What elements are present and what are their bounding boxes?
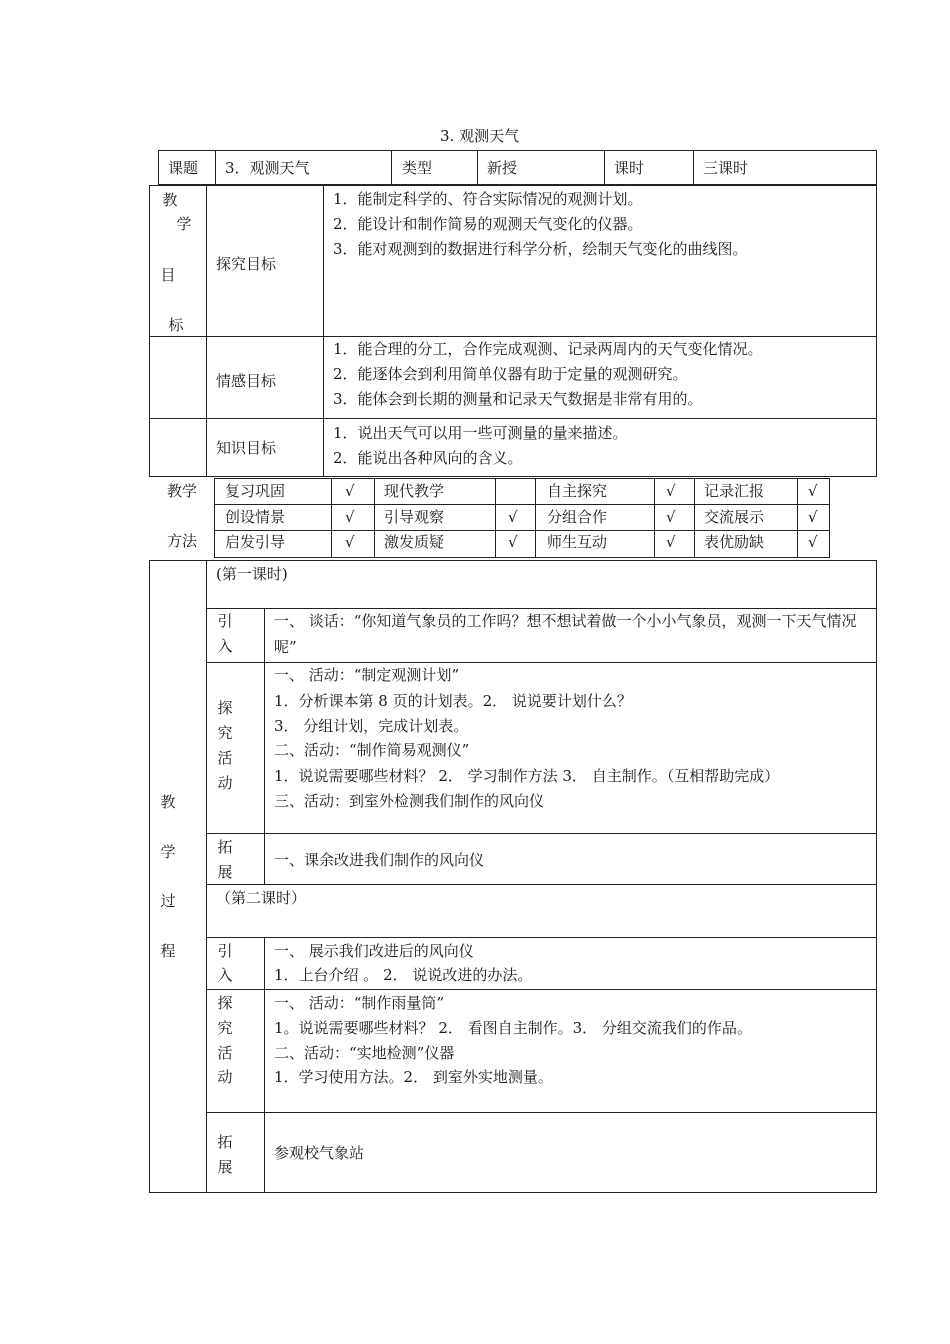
lesson1-intro-label: 引 — [217, 612, 233, 630]
explore-goal-item: 1．能制定科学的、符合实际情况的观测计划。 — [333, 190, 643, 208]
explore-goal-item: 2．能设计和制作简易的观测天气变化的仪器。 — [333, 215, 643, 233]
lesson2-intro-label: 入 — [217, 966, 233, 984]
process-section-char-3: 过 — [160, 892, 176, 910]
lesson1-explore-line: 1．说说需要哪些材料？ 2． 学习制作方法 3． 自主制作。（互相帮助完成） — [274, 767, 780, 785]
method-check: √ — [808, 533, 818, 551]
goals-section-char-4: 标 — [168, 316, 184, 334]
hours-value: 三课时 — [703, 159, 749, 177]
method-name: 交流展示 — [704, 508, 765, 526]
lesson1-explore-line: 1．分析课本第 8 页的计划表。2． 说说要计划什么？ — [274, 692, 632, 710]
lesson2-explore-line: 1。说说需要哪些材料？ 2． 看图自主制作。3． 分组交流我们的作品。 — [274, 1019, 752, 1037]
emotion-goal-item: 1．能合理的分工，合作完成观测、记录两周内的天气变化情况。 — [333, 340, 763, 358]
method-check: √ — [808, 508, 818, 526]
lesson2-explore-line: 二、活动：“实地检测”仪器 — [274, 1044, 455, 1062]
method-name: 现代教学 — [384, 482, 445, 500]
method-check: √ — [508, 533, 518, 551]
lesson1-explore-label: 探 — [217, 699, 233, 717]
methods-label-bottom: 方法 — [167, 532, 198, 550]
lesson1-explore-line: 3． 分组计划，完成计划表。 — [274, 717, 469, 735]
method-name: 自主探究 — [547, 482, 608, 500]
emotion-goal-item: 3．能体会到长期的测量和记录天气数据是非常有用的。 — [333, 390, 703, 408]
lesson1-intro-label: 入 — [217, 637, 233, 655]
lesson2-explore-label: 究 — [217, 1019, 233, 1037]
lesson2-intro-label: 引 — [217, 942, 233, 960]
lesson1-explore-label: 究 — [217, 724, 233, 742]
method-name: 记录汇报 — [704, 482, 765, 500]
method-check: √ — [808, 482, 818, 500]
topic-value: 3．观测天气 — [225, 159, 310, 177]
emotion-goal-label: 情感目标 — [216, 372, 277, 390]
type-label: 类型 — [402, 159, 433, 177]
hours-label: 课时 — [614, 159, 645, 177]
method-name: 启发引导 — [225, 533, 286, 551]
lesson2-explore-label: 探 — [217, 994, 233, 1012]
lesson1-extend-text: 一、课余改进我们制作的风向仪 — [274, 851, 485, 869]
method-name: 分组合作 — [547, 508, 608, 526]
explore-goal-item: 3．能对观测到的数据进行科学分析，绘制天气变化的曲线图。 — [333, 240, 748, 258]
lesson2-explore-line: 1．学习使用方法。2． 到室外实地测量。 — [274, 1068, 553, 1086]
lesson2-intro-line: 1．上台介绍 。 2． 说说改进的办法。 — [274, 966, 533, 984]
type-value: 新授 — [487, 159, 518, 177]
lesson2-extend-label: 展 — [217, 1158, 233, 1176]
lesson2-heading: （第二课时） — [216, 889, 307, 907]
lesson1-extend-label: 展 — [217, 863, 233, 881]
emotion-goal-item: 2．能逐体会到利用简单仪器有助于定量的观测研究。 — [333, 365, 688, 383]
lesson2-extend-label: 拓 — [217, 1133, 233, 1151]
goals-section-char-3: 目 — [160, 266, 176, 284]
method-name: 表优励缺 — [704, 533, 765, 551]
lesson1-explore-label: 活 — [217, 749, 233, 767]
lesson1-intro-text: 一、 谈话：“你知道气象员的工作吗？想不想试着做一个小小气象员，观测一下天气情况呢” — [274, 612, 857, 656]
method-name: 激发质疑 — [384, 533, 445, 551]
lesson1-explore-line: 一、 活动：“制定观测计划” — [274, 666, 460, 684]
method-check: √ — [666, 482, 676, 500]
knowledge-goal-item: 2．能说出各种风向的含义。 — [333, 449, 523, 467]
method-check: √ — [345, 482, 355, 500]
method-name: 复习巩固 — [225, 482, 286, 500]
methods-label-top: 教学 — [167, 482, 198, 500]
lesson1-explore-line: 二、活动：“制作简易观测仪” — [274, 741, 470, 759]
lesson1-explore-line: 三、活动：到室外检测我们制作的风向仪 — [274, 792, 545, 810]
goals-section-char-1: 教 — [162, 191, 178, 209]
lesson1-explore-label: 动 — [217, 774, 233, 792]
process-section-char-4: 程 — [160, 942, 176, 960]
lesson2-extend-text: 参观校气象站 — [274, 1144, 365, 1162]
page-title: 3. 观测天气 — [440, 127, 520, 145]
lesson2-intro-line: 一、 展示我们改进后的风向仪 — [274, 942, 474, 960]
method-name: 引导观察 — [384, 508, 445, 526]
method-name: 创设情景 — [225, 508, 286, 526]
method-check: √ — [666, 533, 676, 551]
lesson2-explore-label: 动 — [217, 1068, 233, 1086]
method-check: √ — [508, 508, 518, 526]
method-check: √ — [345, 508, 355, 526]
lesson2-explore-line: 一、 活动：“制作雨量筒” — [274, 994, 445, 1012]
lesson2-explore-label: 活 — [217, 1044, 233, 1062]
knowledge-goal-label: 知识目标 — [216, 439, 277, 457]
lesson1-extend-label: 拓 — [217, 838, 233, 856]
method-check: √ — [666, 508, 676, 526]
method-name: 师生互动 — [547, 533, 608, 551]
explore-goal-label: 探究目标 — [216, 255, 277, 273]
method-check: √ — [345, 533, 355, 551]
lesson1-heading: (第一课时) — [216, 565, 288, 583]
goals-section-char-2: 学 — [176, 215, 192, 233]
topic-label: 课题 — [168, 159, 199, 177]
process-section-char-2: 学 — [160, 843, 176, 861]
process-section-char-1: 教 — [160, 793, 176, 811]
knowledge-goal-item: 1．说出天气可以用一些可测量的量来描述。 — [333, 424, 628, 442]
